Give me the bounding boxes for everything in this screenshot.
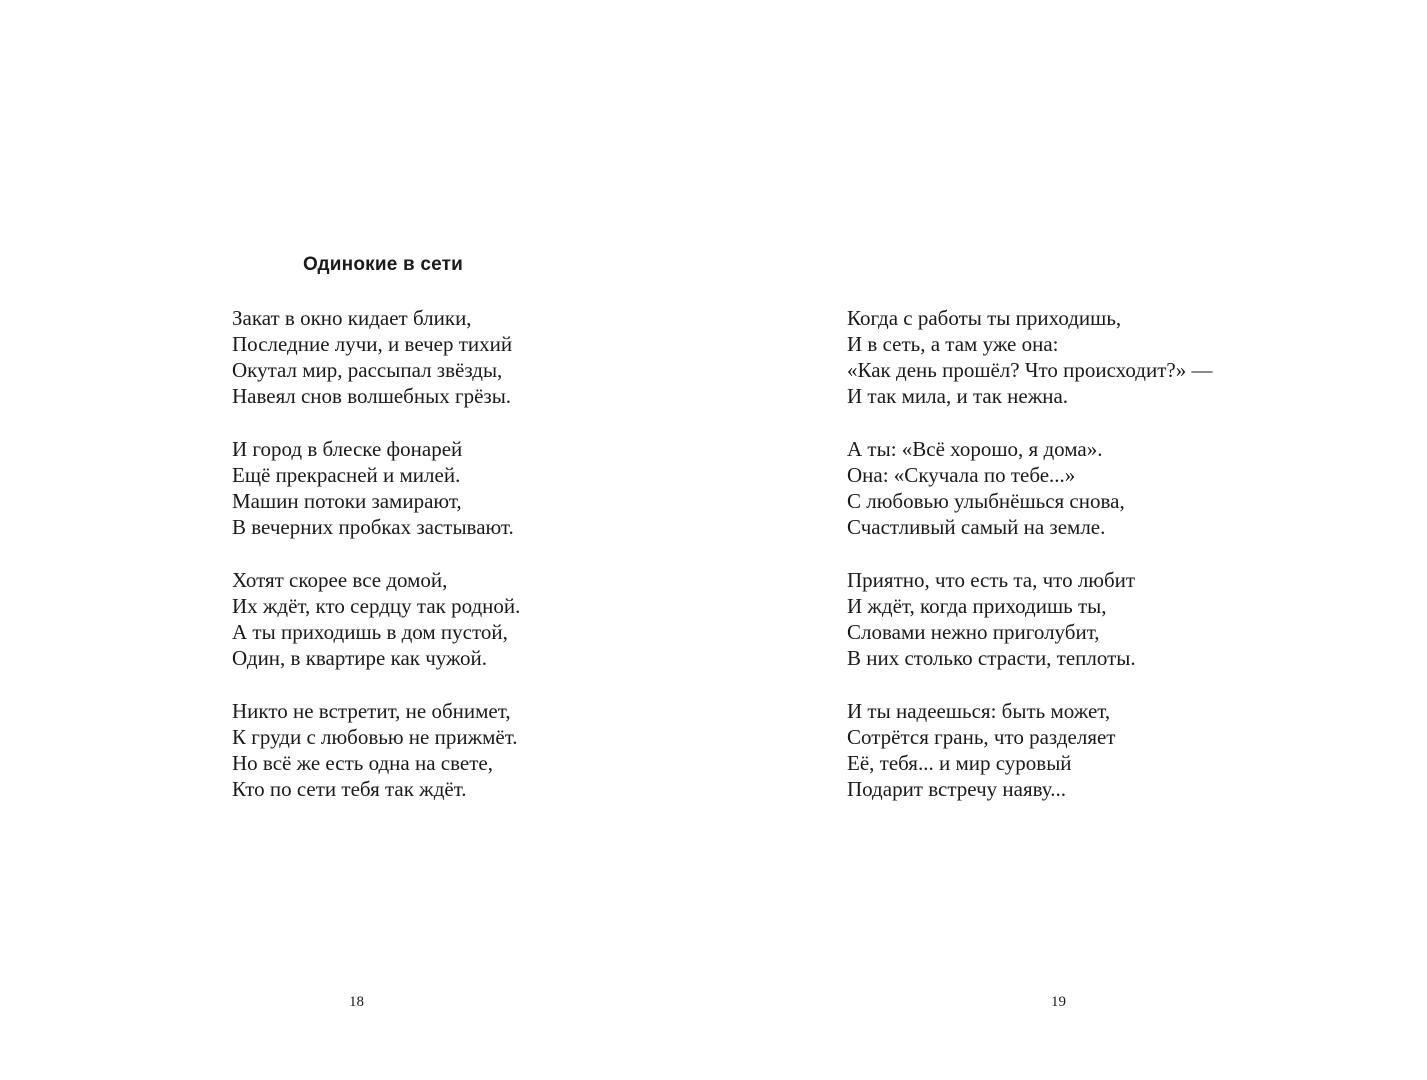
poem-line: Кто по сети тебя так ждёт. <box>232 777 467 801</box>
poem-line: Но всё же есть одна на свете, <box>232 751 493 775</box>
poem-line: Подарит встречу наяву... <box>847 777 1066 801</box>
poem-line: Их ждёт, кто сердцу так родной. <box>232 594 521 618</box>
poem-line: Закат в окно кидает блики, <box>232 306 472 330</box>
poem-line: Приятно, что есть та, что любит <box>847 568 1136 592</box>
page-number: 18 <box>349 994 364 1010</box>
poem-line: Словами нежно приголубит, <box>847 620 1100 644</box>
poem-line: Сотрётся грань, что разделяет <box>847 725 1116 749</box>
poem-line: Хотят скорее все домой, <box>232 568 448 592</box>
poem-line: К груди с любовью не прижмёт. <box>232 725 518 749</box>
poem-line: А ты: «Всё хорошо, я дома». <box>847 437 1103 461</box>
left-page <box>0 0 713 1080</box>
poem-line: И ждёт, когда приходишь ты, <box>847 594 1107 618</box>
poem-line: С любовью улыбнёшься снова, <box>847 489 1125 513</box>
poem-line: Навеял снов волшебных грёзы. <box>232 384 512 408</box>
right-poem-body <box>847 305 1212 829</box>
stanza <box>847 305 1212 409</box>
stanza <box>232 698 520 802</box>
left-poem-body <box>232 305 520 829</box>
poem-line: И ты надеешься: быть может, <box>847 699 1111 723</box>
poem-line: Её, тебя... и мир суровый <box>847 751 1072 775</box>
poem-line: И так мила, и так нежна. <box>847 384 1069 408</box>
stanza <box>232 436 520 540</box>
stanza <box>232 305 520 409</box>
stanza <box>847 698 1212 802</box>
stanza <box>232 567 520 671</box>
poem-line: И город в блеске фонарей <box>232 437 463 461</box>
stanza <box>847 436 1212 540</box>
poem-line: В них столько страсти, теплоты. <box>847 646 1136 670</box>
right-page <box>713 0 1427 1080</box>
poem-line: Никто не встретит, не обнимет, <box>232 699 511 723</box>
poem-title: Одинокие в сети <box>303 254 463 275</box>
poem-line: А ты приходишь в дом пустой, <box>232 620 508 644</box>
poem-line: И в сеть, а там уже она: <box>847 332 1059 356</box>
poem-line: Окутал мир, рассыпал звёзды, <box>232 358 503 382</box>
stanza <box>847 567 1212 671</box>
poem-line: В вечерних пробках застывают. <box>232 515 514 539</box>
poem-line: Машин потоки замирают, <box>232 489 462 513</box>
page-number: 19 <box>1051 994 1066 1010</box>
poem-line: Один, в квартире как чужой. <box>232 646 488 670</box>
poem-line: Когда с работы ты приходишь, <box>847 306 1122 330</box>
poem-line: Она: «Скучала по тебе...» <box>847 463 1076 487</box>
poem-line: Ещё прекрасней и милей. <box>232 463 461 487</box>
poem-line: Счастливый самый на земле. <box>847 515 1106 539</box>
poem-line: Последние лучи, и вечер тихий <box>232 332 513 356</box>
poem-line: «Как день прошёл? Что происходит?» — <box>847 358 1213 382</box>
